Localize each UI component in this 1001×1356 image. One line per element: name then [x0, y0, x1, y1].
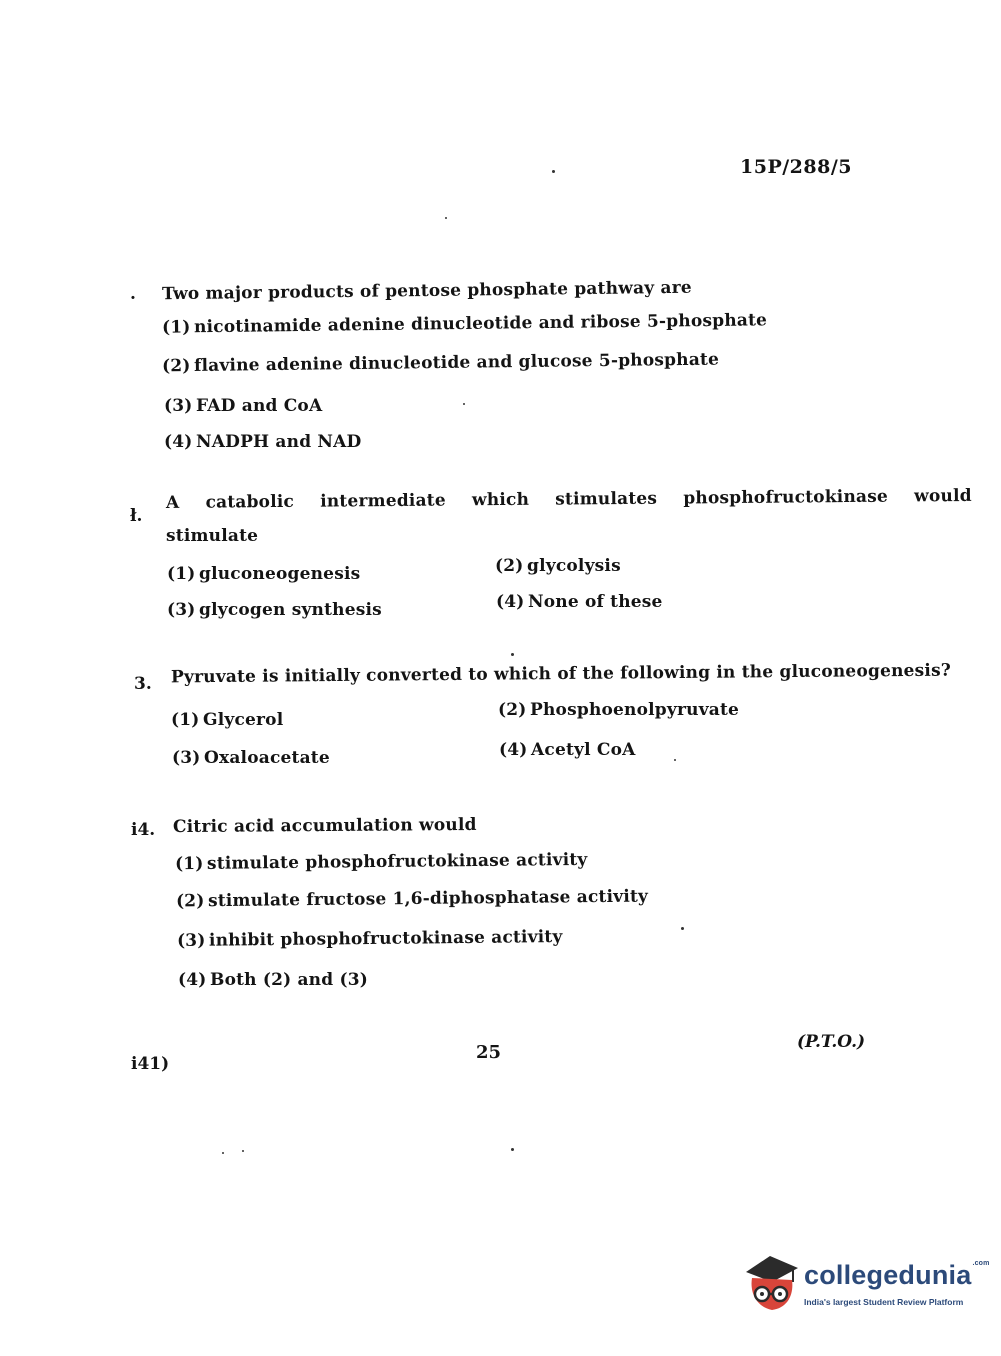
option-text: Phosphoenolpyruvate	[530, 700, 740, 720]
scan-speck	[674, 759, 676, 761]
option-text: None of these	[528, 592, 663, 612]
option-3	[167, 600, 382, 620]
option-text: flavine adenine dinucleotide and glucose 5-phosphate	[193, 349, 720, 377]
option-number: (1)	[167, 564, 196, 584]
option-number: (4)	[496, 592, 525, 612]
scan-speck	[552, 170, 555, 173]
option-number: (3)	[172, 748, 201, 768]
option-number: (4)	[499, 740, 528, 760]
question-number: i4.	[131, 820, 156, 840]
question-stem: Two major products of pentose phosphate pathway are	[161, 277, 692, 305]
option-text: nicotinamide adenine dinucleotide and ribose 5-phosphate	[193, 310, 768, 338]
question-stem: Pyruvate is initially converted to which of the following in the gluconeogenesis?	[170, 660, 952, 688]
option-4	[164, 432, 362, 452]
scan-speck	[511, 1148, 514, 1151]
option-number: (4)	[178, 970, 207, 990]
option-1	[162, 310, 767, 337]
option-2	[176, 887, 648, 912]
option-number: (1)	[171, 710, 200, 730]
question-stem: A catabolic intermediate which stimulates phosphofructokinase would	[165, 485, 972, 513]
option-text: stimulate phosphofructokinase activity	[206, 849, 588, 874]
option-2	[495, 556, 621, 576]
scan-speck	[222, 1152, 224, 1154]
option-4	[178, 970, 368, 990]
option-2	[498, 700, 739, 720]
option-number: (1)	[174, 853, 204, 875]
option-2	[162, 350, 719, 377]
scan-speck	[242, 1150, 244, 1152]
option-number: (2)	[161, 356, 191, 377]
question-number: ł.	[130, 506, 143, 526]
option-text: NADPH and NAD	[196, 432, 362, 452]
option-3	[177, 927, 563, 951]
option-text: stimulate fructose 1,6-diphosphatase activity	[207, 886, 649, 912]
option-4	[499, 740, 636, 760]
question-stem: Citric acid accumulation would	[172, 814, 477, 838]
option-3	[164, 396, 322, 416]
question-stem-line-1	[165, 485, 972, 513]
scan-speck	[511, 653, 514, 656]
option-1	[167, 564, 360, 584]
option-text: Both (2) and (3)	[210, 970, 368, 990]
option-text: Oxaloacetate	[204, 748, 330, 768]
option-3	[172, 748, 330, 768]
option-text: inhibit phosphofructokinase activity	[208, 926, 563, 951]
scan-speck	[463, 403, 465, 405]
option-text: glycolysis	[527, 556, 621, 576]
option-text: gluconeogenesis	[199, 564, 361, 584]
paper-code: 15P/288/5	[740, 156, 852, 178]
option-number: (2)	[175, 891, 205, 912]
option-text: FAD and CoA	[196, 396, 323, 416]
collegedunia-logo	[742, 1250, 990, 1320]
mascot-icon	[742, 1250, 802, 1316]
question-stem-line-2: stimulate	[166, 526, 259, 546]
option-number: (2)	[495, 556, 524, 576]
option-text: Acetyl CoA	[531, 740, 636, 760]
option-4	[496, 592, 663, 612]
option-text: Glycerol	[203, 710, 284, 730]
scan-speck	[681, 927, 684, 930]
option-number: (4)	[164, 432, 193, 452]
option-number: (1)	[161, 317, 191, 338]
logo-tagline: India's largest Student Review Platform	[804, 1297, 964, 1307]
logo-wordmark: collegedunia$^{.com}$	[804, 1260, 990, 1290]
question-number: .	[130, 284, 136, 304]
option-number: (3)	[176, 930, 206, 952]
option-number: (3)	[164, 396, 193, 416]
pto-label: (P.T.O.)	[797, 1032, 866, 1052]
option-text: glycogen synthesis	[199, 600, 382, 620]
page-number: 25	[476, 1042, 502, 1063]
scan-speck	[445, 217, 447, 219]
logo-superscript: .com	[972, 1260, 990, 1267]
option-number: (2)	[498, 700, 527, 720]
option-number: (3)	[167, 600, 196, 620]
option-1	[175, 850, 588, 874]
option-1	[171, 710, 283, 730]
question-number: 3.	[134, 674, 152, 694]
footer-code: i41)	[131, 1054, 170, 1074]
